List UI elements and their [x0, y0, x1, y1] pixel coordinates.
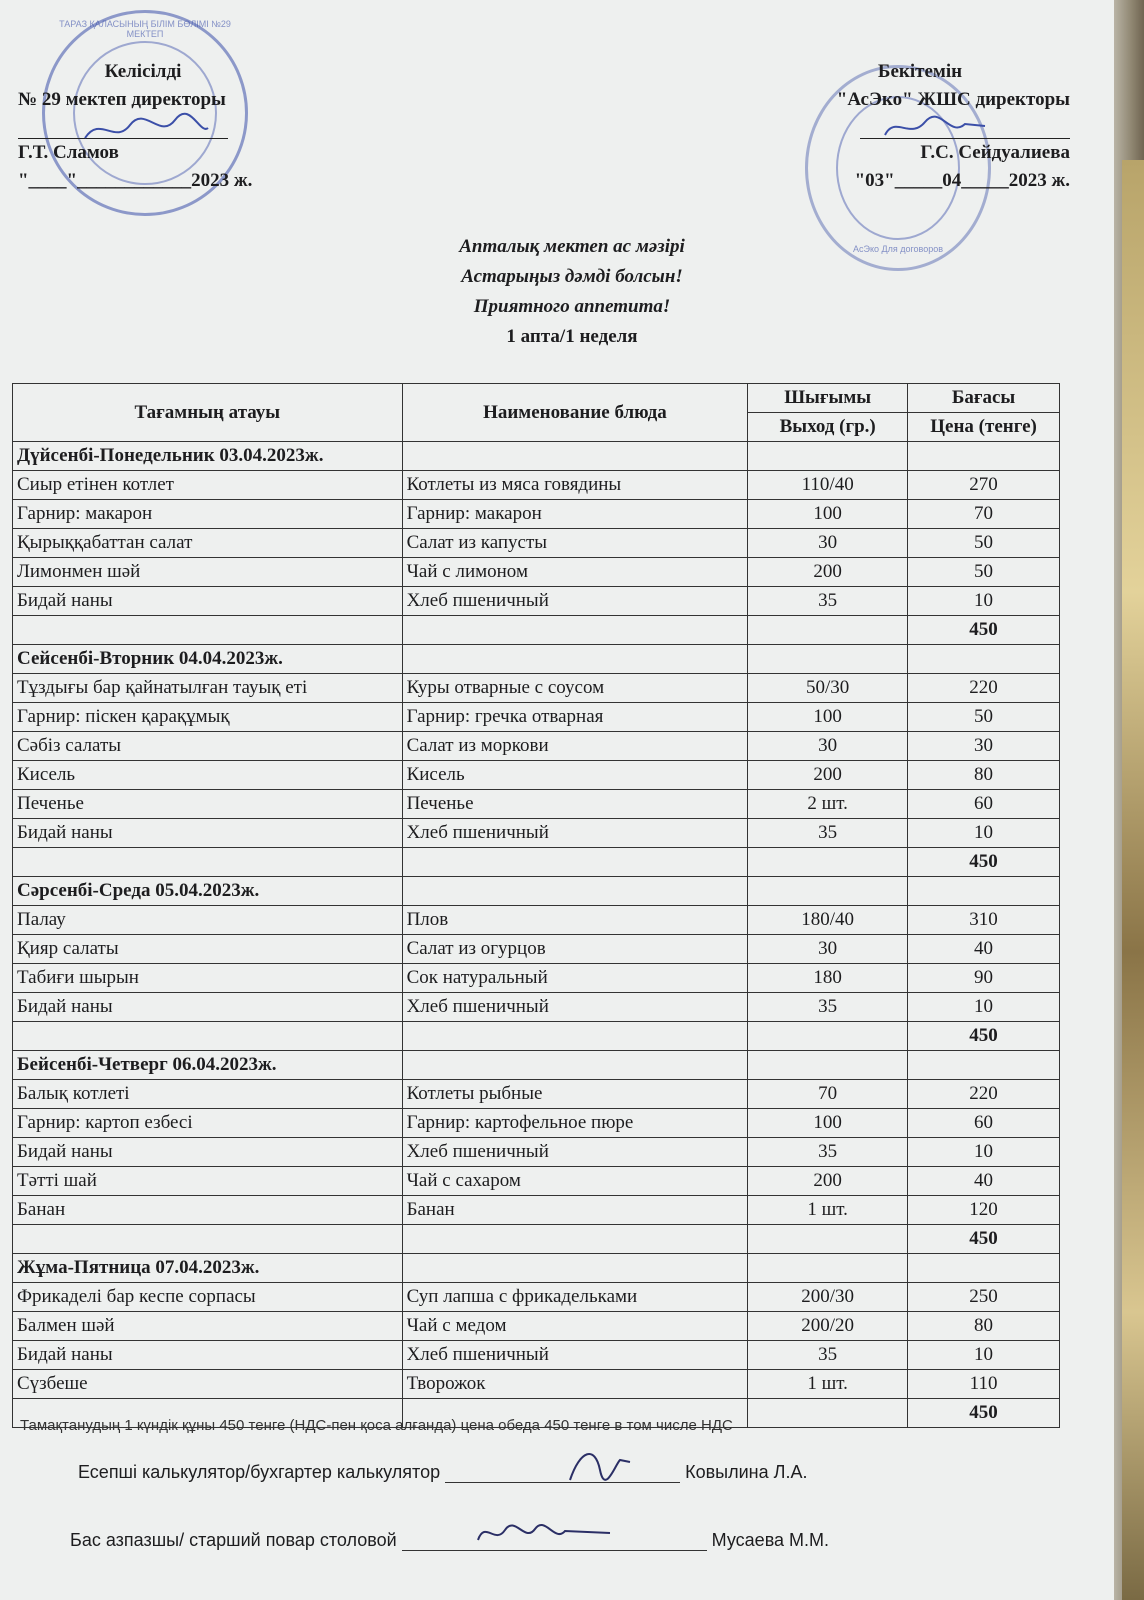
empty-cell	[748, 848, 908, 877]
dish-name-kz: Табиғи шырын	[13, 964, 403, 993]
dish-name-ru: Плов	[402, 906, 748, 935]
dish-yield: 30	[748, 732, 908, 761]
dish-yield: 180/40	[748, 906, 908, 935]
dish-name-ru: Творожок	[402, 1370, 748, 1399]
empty-cell	[402, 1225, 748, 1254]
dish-price: 50	[908, 703, 1060, 732]
dish-name-kz: Тұздығы бар қайнатылған тауық еті	[13, 674, 403, 703]
dish-price: 220	[908, 674, 1060, 703]
empty-cell	[748, 1022, 908, 1051]
column-header-price-ru: Цена (тенге)	[908, 413, 1060, 442]
empty-cell	[402, 1022, 748, 1051]
dish-name-kz: Бидай наны	[13, 1138, 403, 1167]
dish-price: 10	[908, 819, 1060, 848]
dish-name-kz: Сиыр етінен котлет	[13, 471, 403, 500]
dish-name-kz: Бидай наны	[13, 993, 403, 1022]
dish-name-ru: Банан	[402, 1196, 748, 1225]
dish-price: 30	[908, 732, 1060, 761]
dish-name-ru: Хлеб пшеничный	[402, 1138, 748, 1167]
dish-yield: 70	[748, 1080, 908, 1109]
dish-name-kz: Балық котлеті	[13, 1080, 403, 1109]
empty-cell	[402, 616, 748, 645]
table-row	[13, 1196, 1060, 1225]
dish-yield: 180	[748, 964, 908, 993]
dish-yield: 35	[748, 819, 908, 848]
accountant-label: Есепші калькулятор/бухгартер калькулятор	[78, 1462, 441, 1482]
dish-name-ru: Хлеб пшеничный	[402, 1341, 748, 1370]
dish-yield: 100	[748, 703, 908, 732]
day-total: 450	[908, 1399, 1060, 1428]
table-row	[13, 674, 1060, 703]
dish-yield: 100	[748, 1109, 908, 1138]
director-signature	[80, 110, 210, 150]
empty-cell	[402, 1254, 748, 1283]
dish-yield: 200	[748, 1167, 908, 1196]
empty-cell	[748, 1225, 908, 1254]
day-header-row	[13, 442, 1060, 471]
empty-cell	[748, 616, 908, 645]
empty-cell	[13, 848, 403, 877]
dish-price: 50	[908, 558, 1060, 587]
background-foil	[1122, 160, 1144, 1600]
dish-name-ru: Салат из капусты	[402, 529, 748, 558]
greeting-kz: Астарыңыз дәмді болсын!	[461, 266, 683, 287]
dish-yield: 30	[748, 529, 908, 558]
dish-name-kz: Кисель	[13, 761, 403, 790]
table-row	[13, 935, 1060, 964]
dish-price: 40	[908, 1167, 1060, 1196]
accountant-name: Ковылина Л.А.	[685, 1462, 808, 1482]
empty-cell	[748, 1254, 908, 1283]
empty-cell	[908, 645, 1060, 674]
empty-cell	[908, 442, 1060, 471]
approved-label: Бекітемін	[877, 61, 963, 82]
table-row	[13, 1138, 1060, 1167]
day-header-row	[13, 645, 1060, 674]
dish-name-kz: Тәтті шай	[13, 1167, 403, 1196]
day-title: Дүйсенбі-Понедельник 03.04.2023ж.	[13, 442, 403, 471]
dish-price: 110	[908, 1370, 1060, 1399]
table-row	[13, 993, 1060, 1022]
dish-yield: 35	[748, 1341, 908, 1370]
day-title: Жұма-Пятница 07.04.2023ж.	[13, 1254, 403, 1283]
agreed-name: Г.Т. Сламов	[18, 142, 119, 163]
dish-name-kz: Гарнир: макарон	[13, 500, 403, 529]
dish-name-ru: Куры отварные с соусом	[402, 674, 748, 703]
empty-cell	[748, 1399, 908, 1428]
table-row	[13, 1167, 1060, 1196]
table-row	[13, 1080, 1060, 1109]
dish-name-ru: Печенье	[402, 790, 748, 819]
dish-yield: 200	[748, 761, 908, 790]
dish-name-ru: Кисель	[402, 761, 748, 790]
dish-price: 10	[908, 993, 1060, 1022]
dish-price: 80	[908, 761, 1060, 790]
dish-name-ru: Хлеб пшеничный	[402, 819, 748, 848]
day-title: Бейсенбі-Четверг 06.04.2023ж.	[13, 1051, 403, 1080]
day-header-row	[13, 1051, 1060, 1080]
dish-yield: 30	[748, 935, 908, 964]
day-title: Сәрсенбі-Среда 05.04.2023ж.	[13, 877, 403, 906]
approver-signature	[880, 110, 990, 150]
total-row	[13, 1022, 1060, 1051]
accountant-signature	[560, 1440, 640, 1485]
table-row	[13, 790, 1060, 819]
dish-name-ru: Салат из моркови	[402, 732, 748, 761]
dish-name-ru: Котлеты из мяса говядины	[402, 471, 748, 500]
title-kz: Апталық мектеп ас мәзірі	[459, 236, 685, 257]
table-row	[13, 1109, 1060, 1138]
greeting-ru: Приятного аппетита!	[473, 296, 671, 317]
dish-name-ru: Котлеты рыбные	[402, 1080, 748, 1109]
dish-price: 60	[908, 1109, 1060, 1138]
dish-yield: 35	[748, 993, 908, 1022]
dish-yield: 35	[748, 1138, 908, 1167]
dish-name-kz: Бидай наны	[13, 1341, 403, 1370]
table-row	[13, 703, 1060, 732]
table-row	[13, 1370, 1060, 1399]
table-row	[13, 906, 1060, 935]
empty-cell	[748, 442, 908, 471]
dish-price: 40	[908, 935, 1060, 964]
day-header-row	[13, 1254, 1060, 1283]
dish-name-ru: Гарнир: гречка отварная	[402, 703, 748, 732]
empty-cell	[13, 1022, 403, 1051]
table-row	[13, 500, 1060, 529]
table-row	[13, 529, 1060, 558]
dish-price: 50	[908, 529, 1060, 558]
dish-name-kz: Лимонмен шәй	[13, 558, 403, 587]
approved-position: "АсЭко" ЖШС директоры	[836, 89, 1070, 110]
dish-name-ru: Чай с лимоном	[402, 558, 748, 587]
dish-yield: 110/40	[748, 471, 908, 500]
empty-cell	[402, 848, 748, 877]
cook-label: Бас азпазшы/ старший повар столовой	[70, 1530, 397, 1550]
dish-price: 10	[908, 1138, 1060, 1167]
approved-date: "03"_____04_____2023 ж.	[854, 170, 1070, 191]
approved-name: Г.С. Сейдуалиева	[920, 142, 1070, 163]
dish-price: 70	[908, 500, 1060, 529]
dish-yield: 200	[748, 558, 908, 587]
column-header-name-ru: Наименование блюда	[402, 384, 748, 442]
dish-name-ru: Сок натуральный	[402, 964, 748, 993]
table-row	[13, 761, 1060, 790]
empty-cell	[402, 442, 748, 471]
dish-yield: 1 шт.	[748, 1370, 908, 1399]
dish-name-kz: Бидай наны	[13, 819, 403, 848]
dish-price: 250	[908, 1283, 1060, 1312]
table-row	[13, 587, 1060, 616]
dish-yield: 2 шт.	[748, 790, 908, 819]
table-row	[13, 732, 1060, 761]
dish-name-kz: Гарнир: картоп езбесі	[13, 1109, 403, 1138]
dish-price: 270	[908, 471, 1060, 500]
dish-name-kz: Қырыққабаттан салат	[13, 529, 403, 558]
cook-name: Мусаева М.М.	[711, 1530, 830, 1550]
empty-cell	[402, 645, 748, 674]
stamp-text: ТАРАЗ ҚАЛАСЫНЫҢ БІЛІМ БӨЛІМІ №29 МЕКТЕП	[59, 19, 231, 39]
dish-name-kz: Фрикаделі бар кеспе сорпасы	[13, 1283, 403, 1312]
dish-yield: 50/30	[748, 674, 908, 703]
dish-price: 60	[908, 790, 1060, 819]
day-total: 450	[908, 1022, 1060, 1051]
agreed-position: № 29 мектеп директоры	[18, 89, 226, 110]
dish-price: 10	[908, 1341, 1060, 1370]
empty-cell	[748, 877, 908, 906]
stamp-text: АсЭко Для договоров	[852, 244, 944, 254]
dish-name-ru: Чай с сахаром	[402, 1167, 748, 1196]
dish-name-ru: Хлеб пшеничный	[402, 587, 748, 616]
empty-cell	[13, 1225, 403, 1254]
dish-price: 220	[908, 1080, 1060, 1109]
dish-name-kz: Палау	[13, 906, 403, 935]
dish-name-kz: Банан	[13, 1196, 403, 1225]
day-total: 450	[908, 1225, 1060, 1254]
dish-name-kz: Печенье	[13, 790, 403, 819]
total-row	[13, 616, 1060, 645]
dish-price: 310	[908, 906, 1060, 935]
agreed-date: "____"____________2023 ж.	[18, 170, 253, 191]
agreed-label: Келісілді	[104, 61, 182, 82]
column-header-yield-kz: Шығымы	[748, 384, 908, 413]
total-row	[13, 1225, 1060, 1254]
total-row	[13, 848, 1060, 877]
dish-name-kz: Қияр салаты	[13, 935, 403, 964]
day-title: Сейсенбі-Вторник 04.04.2023ж.	[13, 645, 403, 674]
day-header-row	[13, 877, 1060, 906]
dish-name-kz: Балмен шәй	[13, 1312, 403, 1341]
dish-price: 10	[908, 587, 1060, 616]
empty-cell	[908, 1051, 1060, 1080]
column-header-name-kz: Тағамның атауы	[13, 384, 403, 442]
empty-cell	[748, 1051, 908, 1080]
accountant-signature-row	[78, 1462, 807, 1483]
dish-name-ru: Хлеб пшеничный	[402, 993, 748, 1022]
week-label: 1 апта/1 неделя	[506, 326, 638, 347]
dish-price: 120	[908, 1196, 1060, 1225]
menu-titles	[0, 232, 1144, 352]
table-row	[13, 819, 1060, 848]
column-header-yield-ru: Выход (гр.)	[748, 413, 908, 442]
dish-yield: 35	[748, 587, 908, 616]
empty-cell	[13, 616, 403, 645]
table-row	[13, 1341, 1060, 1370]
dish-price: 90	[908, 964, 1060, 993]
empty-cell	[402, 1051, 748, 1080]
dish-name-kz: Сүзбеше	[13, 1370, 403, 1399]
column-header-price-kz: Бағасы	[908, 384, 1060, 413]
table-row	[13, 471, 1060, 500]
cook-signature-row	[70, 1530, 829, 1551]
empty-cell	[748, 645, 908, 674]
cook-signature	[470, 1515, 620, 1555]
table-row	[13, 964, 1060, 993]
day-total: 450	[908, 616, 1060, 645]
menu-table	[12, 383, 1060, 1428]
dish-name-ru: Суп лапша с фрикадельками	[402, 1283, 748, 1312]
dish-name-kz: Бидай наны	[13, 587, 403, 616]
table-row	[13, 558, 1060, 587]
dish-price: 80	[908, 1312, 1060, 1341]
table-row	[13, 1312, 1060, 1341]
dish-name-ru: Гарнир: макарон	[402, 500, 748, 529]
empty-cell	[908, 1254, 1060, 1283]
dish-yield: 100	[748, 500, 908, 529]
empty-cell	[402, 877, 748, 906]
dish-name-ru: Гарнир: картофельное пюре	[402, 1109, 748, 1138]
price-note: Тамақтанудың 1 күндік құны 450 тенге (НДС-пен қоса алғанда) цена обеда 450 тенге в том числе НДС	[20, 1417, 733, 1434]
empty-cell	[908, 877, 1060, 906]
day-total: 450	[908, 848, 1060, 877]
dish-name-ru: Салат из огурцов	[402, 935, 748, 964]
dish-yield: 1 шт.	[748, 1196, 908, 1225]
dish-yield: 200/20	[748, 1312, 908, 1341]
dish-yield: 200/30	[748, 1283, 908, 1312]
dish-name-kz: Гарнир: піскен қарақұмық	[13, 703, 403, 732]
table-row	[13, 1283, 1060, 1312]
table-header-row	[13, 384, 1060, 413]
dish-name-kz: Сәбіз салаты	[13, 732, 403, 761]
dish-name-ru: Чай с медом	[402, 1312, 748, 1341]
